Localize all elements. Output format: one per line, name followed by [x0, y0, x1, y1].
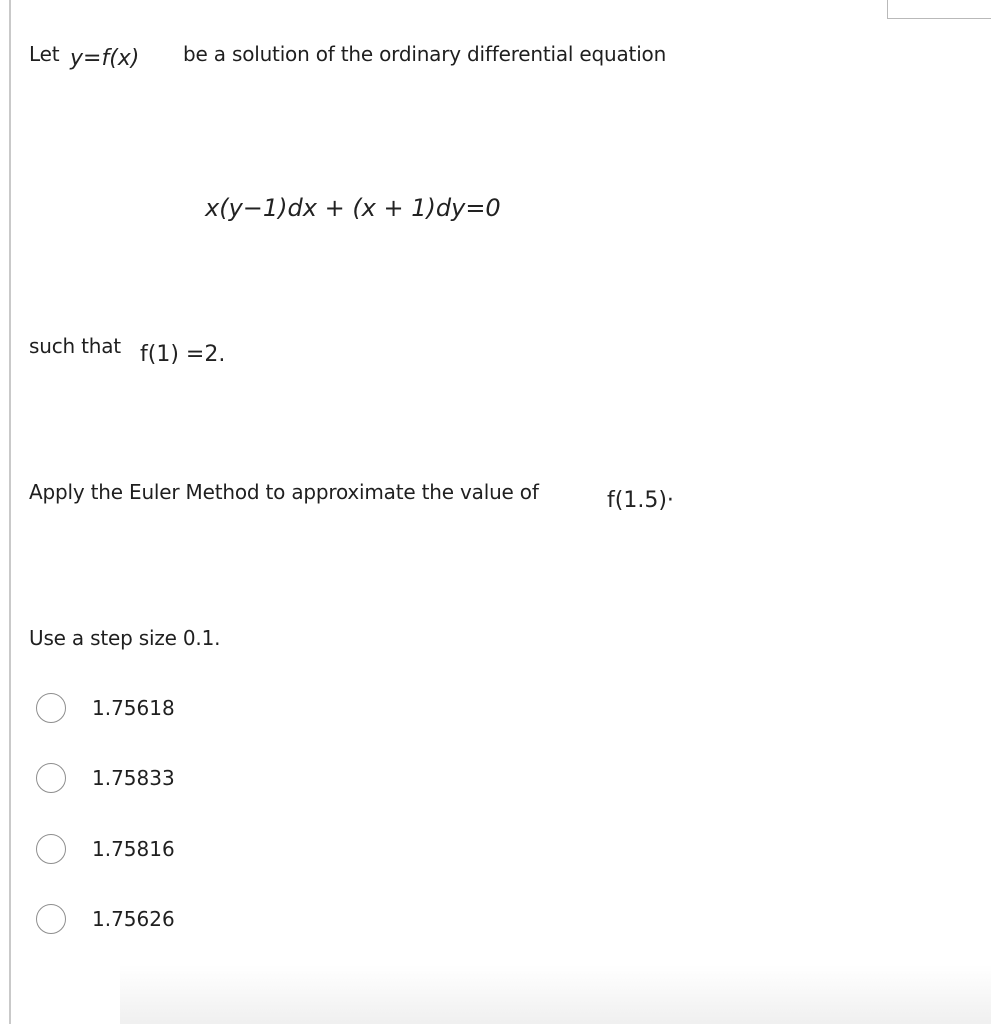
- left-border: [9, 0, 11, 1024]
- instruction-prefix: Apply the Euler Method to approximate the value of: [29, 480, 539, 504]
- answer-option-1[interactable]: [36, 691, 336, 725]
- radio-button[interactable]: [36, 834, 66, 864]
- answer-option-label: 1.75618: [92, 696, 175, 720]
- condition-prefix: such that: [29, 334, 121, 358]
- differential-equation: x(y−1)dx + (x + 1)dy=0: [205, 194, 501, 222]
- intro-suffix: be a solution of the ordinary differential equation: [183, 42, 667, 66]
- answer-option-label: 1.75816: [92, 837, 175, 861]
- intro-math: y=f(x): [70, 46, 140, 71]
- radio-button[interactable]: [36, 904, 66, 934]
- top-right-box: [887, 0, 991, 19]
- bottom-shadow: [120, 965, 991, 1024]
- radio-button[interactable]: [36, 693, 66, 723]
- answer-option-label: 1.75833: [92, 766, 175, 790]
- answer-option-3[interactable]: [36, 832, 336, 866]
- answer-option-label: 1.75626: [92, 907, 175, 931]
- condition-math: f(1) =2.: [140, 342, 226, 367]
- step-size-text: Use a step size 0.1.: [29, 626, 221, 650]
- answer-option-4[interactable]: [36, 902, 336, 936]
- instruction-math: f(1.5)·: [607, 488, 674, 513]
- intro-prefix: Let: [29, 42, 60, 66]
- radio-button[interactable]: [36, 763, 66, 793]
- answer-option-2[interactable]: [36, 761, 336, 795]
